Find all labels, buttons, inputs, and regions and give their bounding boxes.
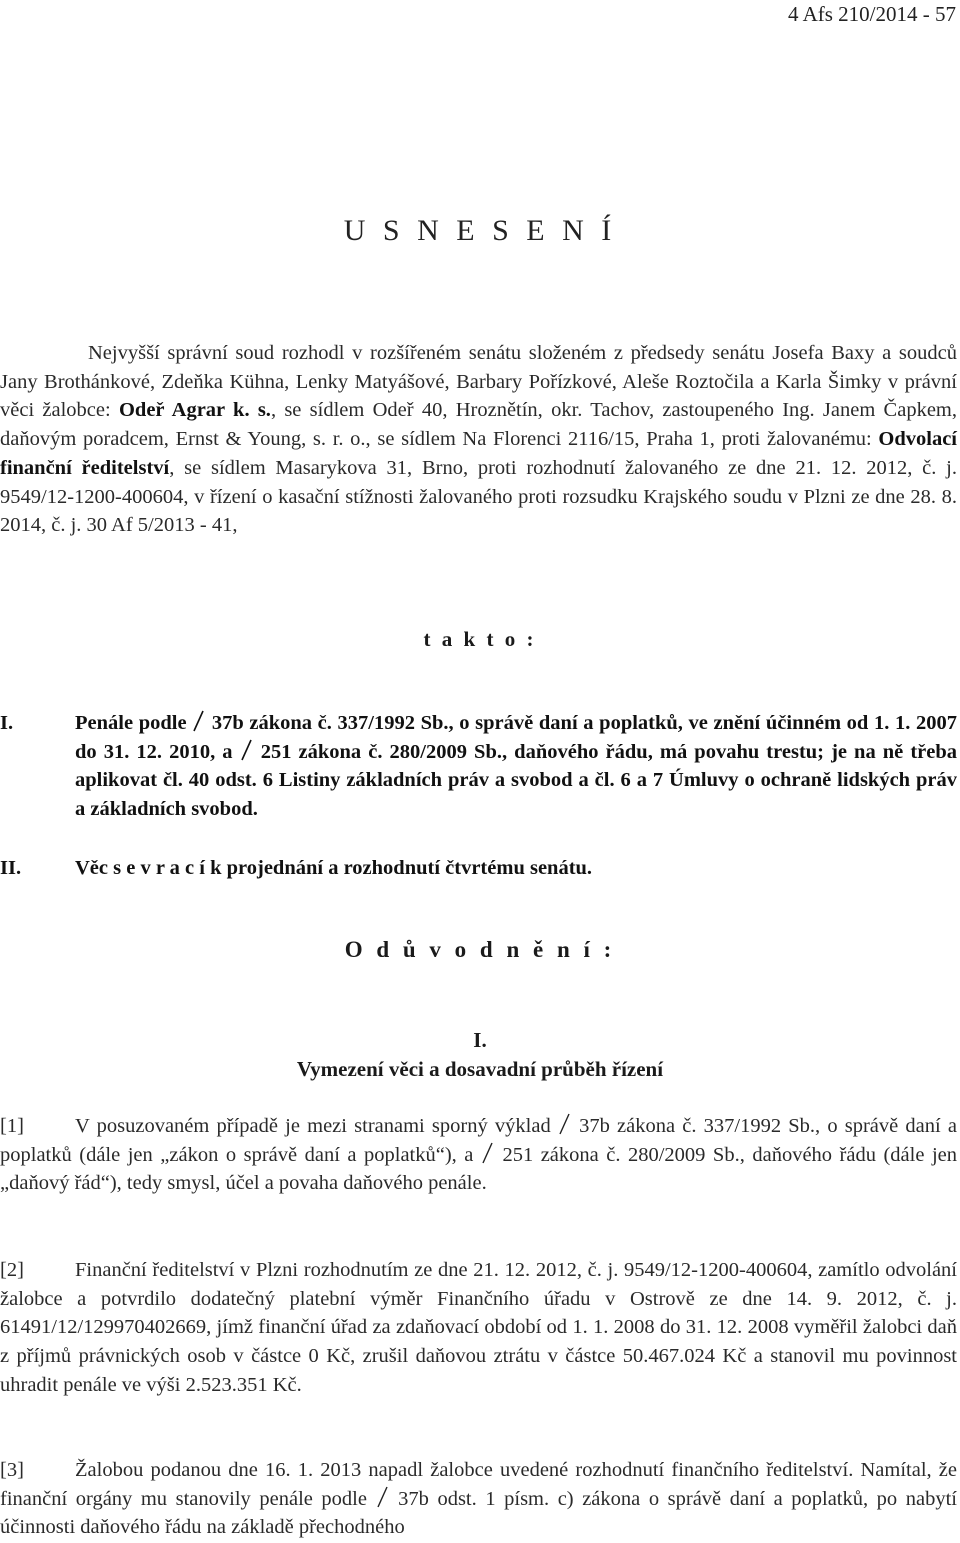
plaintiff-name: Odeř Agrar k. s.	[118, 399, 271, 422]
verdict-text-cont: , o správě daní a poplatků, ve znění účinném od 1. 1. 2007 do 31. 12. 2010, a	[75, 712, 957, 763]
section-sign-icon	[240, 739, 254, 761]
file-reference: 4 Afs 210/2014 - 57	[788, 2, 956, 26]
section-title: Vymezení věci a dosavadní průběh řízení	[296, 1057, 664, 1081]
paragraph-text-cont: 37b odst. 1 písm. c) zákona o správě daní a poplatků, po nabytí účinnosti daňového řádu na základě přechodného	[0, 1487, 957, 1539]
paragraph-3	[0, 1456, 957, 1542]
section-sign-icon	[481, 1142, 495, 1164]
intro-paragraph	[0, 339, 957, 540]
verdict-law-ref-2: 251 zákona č. 280/2009 Sb.	[260, 740, 502, 763]
section-sign-icon	[376, 1486, 390, 1508]
verdict-text: Věc s e v r a c í k projednání a rozhodnutí čtvrtému senátu.	[75, 857, 593, 879]
paragraph-text: V posuzovaném případě je mezi stranami sporný výklad	[75, 1115, 558, 1137]
paragraph-text: Žalobou podanou dne 16. 1. 2013 napadl žalobce uvedené rozhodnutí finančního ředitelství. Namítal, že finanční orgány mu stanovily penále podle	[0, 1459, 957, 1510]
paragraph-text-end: 251 zákona č. 280/2009 Sb., daňového řádu (dále jen „daňový řád“), tedy smysl, účel a povaha daňového penále.	[0, 1143, 958, 1195]
intro-text-2: , se sídlem Odeř 40, Hroznětín, okr. Tachov, zastoupeného Ing. Janem Čapkem, daňovým poradcem, Ernst & Young, s. r. o., se sídlem Na Florenci 2116/15, Praha 1, proti žalovanému:	[0, 399, 957, 451]
verdict-text: Penále podle	[75, 712, 193, 734]
verdict-number: I.	[0, 712, 14, 734]
paragraph-1	[0, 1112, 957, 1198]
document-title: U S N E S E N Í	[343, 214, 617, 247]
verdict-item-1	[0, 709, 957, 824]
verdict-law-ref: 37b zákona č. 337/1992 Sb.	[211, 712, 449, 734]
intro-text-3: , se sídlem Masarykova 31, Brno, proti rozhodnutí žalovaného ze dne 21. 12. 2012, č. j. 9549/12-1200-400604, v řízení o kasační stížnosti žalovaného proti rozsudku Krajského soudu v Plzni ze dne 28. 8. 2014, č. j. 30 Af 5/2013 - 41,	[0, 456, 957, 537]
verdict-number: II.	[0, 857, 22, 879]
section-sign-icon	[192, 710, 206, 732]
verdict-item-2	[0, 854, 957, 883]
paragraph-number: [1]	[0, 1115, 24, 1137]
paragraph-2	[0, 1256, 957, 1400]
verdict-text-end: , daňového řádu, má povahu trestu; je na ně třeba aplikovat čl. 40 odst. 6 Listiny základních práv a svobod a čl. 6 a 7 Úmluvy o ochraně lidských práv a základních svobod.	[75, 740, 958, 821]
reasoning-heading: O d ů v o d n ě n í :	[344, 937, 616, 962]
paragraph-text: Finanční ředitelství v Plzni rozhodnutím ze dne 21. 12. 2012, č. j. 9549/12-1200-400604, zamítlo odvolání žalobce a potvrdilo dodatečný platební výměr Finančního úřadu v Ostrově ze dne 14. 9. 2012, č. j. 61491/12/129970402669, jímž finanční úřad za zdaňovací období od 1. 1. 2008 do 31. 12. 2008 vyměřil žalobci daň z příjmů právnických osob v částce 0 Kč, zrušil daňovou ztrátu v částce 50.467.024 Kč a stanovil mu povinnost uhradit penále ve výši 2.523.351 Kč.	[0, 1259, 957, 1396]
section-sign-icon	[558, 1113, 572, 1135]
intro-text-1: Nejvyšší správní soud rozhodl v rozšířeném senátu složeném z předsedy senátu Josefa Baxy a soudců Jany Brothánkové, Zdeňka Kühna, Lenky Matyášové, Barbary Pořízkové, Aleše Roztočila a Karla Šimky v právní věci žalobce:	[0, 342, 957, 422]
paragraph-number: [3]	[0, 1459, 24, 1481]
paragraph-text-cont: 37b zákona č. 337/1992 Sb., o správě daní a poplatků (dále jen „zákon o správě daní a poplatků“), a	[0, 1115, 958, 1166]
paragraph-number: [2]	[0, 1259, 24, 1281]
takto-heading: t a k t o :	[423, 627, 537, 651]
section-number: I.	[473, 1028, 487, 1052]
defendant-name: Odvolací finanční ředitelství	[0, 428, 957, 479]
